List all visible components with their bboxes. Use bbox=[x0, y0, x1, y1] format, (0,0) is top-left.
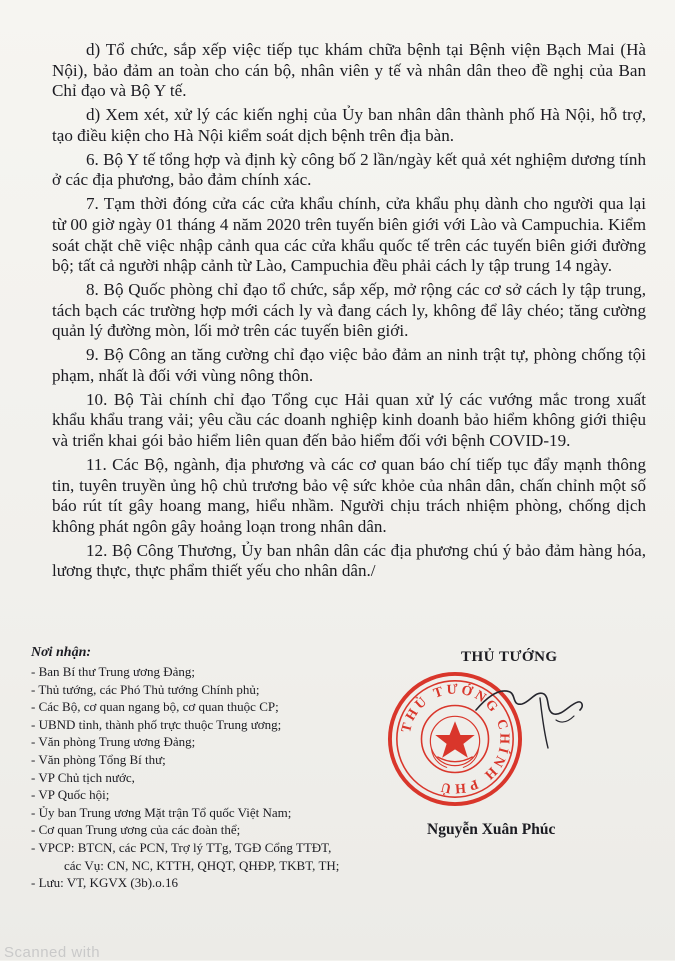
recipient-item-continuation bbox=[31, 857, 361, 875]
recipient-item: - Cơ quan Trung ương của các đoàn thể; bbox=[31, 822, 241, 838]
recipient-item: - Lưu: VT, KGVX (3b).o.16 bbox=[31, 875, 179, 891]
paragraph-6: 9. Bộ Công an tăng cường chỉ đạo việc bảo đảm an ninh trật tự, phòng chống tội phạm, nhất là đối với vùng nông thôn. bbox=[52, 345, 646, 385]
paragraph-1: d) Tổ chức, sắp xếp việc tiếp tục khám chữa bệnh tại Bệnh viện Bạch Mai (Hà Nội), bảo đảm an toàn cho cán bộ, nhân viên y tế và nhân dân theo đề nghị của Ban Chỉ đạo và Bộ Y tế. bbox=[52, 40, 646, 101]
signer-title: THỦ TƯỚNG bbox=[461, 649, 558, 665]
recipient-item: - Ủy ban Trung ương Mặt trận Tổ quốc Việt Nam; bbox=[31, 804, 292, 820]
seal-text: THỦ TƯỚNG CHÍNH PHỦ bbox=[398, 681, 513, 797]
paragraph-5: 8. Bộ Quốc phòng chỉ đạo tổ chức, sắp xếp, mở rộng các cơ sở cách ly tập trung, tách bạch các trường hợp mới cách ly và đang cách ly, không để lây chéo; tăng cường quản lý đường mòn, lối mở trên các tuyến biên giới. bbox=[52, 280, 646, 341]
recipient-item: - Các Bộ, cơ quan ngang bộ, cơ quan thuộc CP; bbox=[31, 699, 279, 715]
document-body bbox=[52, 40, 646, 582]
recipient-item: - Văn phòng Tổng Bí thư; bbox=[31, 751, 166, 767]
scan-watermark: Scanned with bbox=[4, 944, 101, 961]
paragraph-4: 7. Tạm thời đóng cửa các cửa khẩu chính, cửa khẩu phụ dành cho người qua lại từ 00 giờ ngày 01 tháng 4 năm 2020 trên tuyến biên giới với Lào và Campuchia. Kiểm soát chặt chẽ việc nhập cảnh qua các cửa khẩu quốc tế trên các tuyến biên giới đường bộ; tất cả người nhập cảnh từ Lào, Campuchia đều phải cách ly tập trung 14 ngày. bbox=[52, 194, 646, 276]
recipient-item: - Ban Bí thư Trung ương Đảng; bbox=[31, 664, 195, 679]
recipient-item: - VP Chủ tịch nước, bbox=[31, 769, 135, 785]
handwritten-signature bbox=[470, 676, 590, 756]
recipients-list bbox=[31, 663, 361, 892]
signer-name: Nguyễn Xuân Phúc bbox=[427, 821, 556, 838]
recipient-item: - VP Quốc hội; bbox=[31, 787, 110, 803]
paragraph-2: d) Xem xét, xử lý các kiến nghị của Ủy ban nhân dân thành phố Hà Nội, hỗ trợ, tạo điều kiện cho Hà Nội kiểm soát dịch bệnh trên địa bàn. bbox=[52, 105, 646, 145]
recipients-title: Nơi nhận: bbox=[31, 645, 92, 660]
recipient-item: - VPCP: BTCN, các PCN, Trợ lý TTg, TGĐ Cổng TTĐT, bbox=[31, 839, 332, 855]
recipient-item: - UBND tỉnh, thành phố trực thuộc Trung ương; bbox=[31, 716, 282, 732]
recipient-continuation-text: các Vụ: CN, NC, KTTH, QHQT, QHĐP, TKBT, TH; bbox=[64, 857, 340, 873]
paragraph-8: 11. Các Bộ, ngành, địa phương và các cơ quan báo chí tiếp tục đẩy mạnh thông tin, tuyên truyền ủng hộ chủ trương bảo vệ sức khỏe của nhân dân, chấn chỉnh một số báo rút tít gây hoang mang, hiểu nhầm. Người chịu trách nhiệm phòng, chống dịch không phát ngôn gây hoảng loạn trong nhân dân. bbox=[52, 455, 646, 536]
paragraph-3: 6. Bộ Y tế tổng hợp và định kỳ công bố 2 lần/ngày kết quả xét nghiệm dương tính ở các địa phương, bảo đảm chính xác. bbox=[52, 149, 646, 190]
recipient-item: - Thủ tướng, các Phó Thủ tướng Chính phủ; bbox=[31, 681, 260, 697]
recipient-item: - Văn phòng Trung ương Đảng; bbox=[31, 734, 196, 750]
paragraph-9: 12. Bộ Công Thương, Ủy ban nhân dân các địa phương chú ý bảo đảm hàng hóa, lương thực, thực phẩm thiết yếu cho nhân dân./ bbox=[52, 540, 646, 581]
paragraph-7: 10. Bộ Tài chính chỉ đạo Tổng cục Hải quan xử lý các vướng mắc trong xuất khẩu khẩu trang vải; yêu cầu các doanh nghiệp kinh doanh bảo hiểm không giới thiệu và triển khai gói bảo hiểm liên quan đến bảo hiểm đối với bệnh COVID-19. bbox=[52, 389, 646, 451]
